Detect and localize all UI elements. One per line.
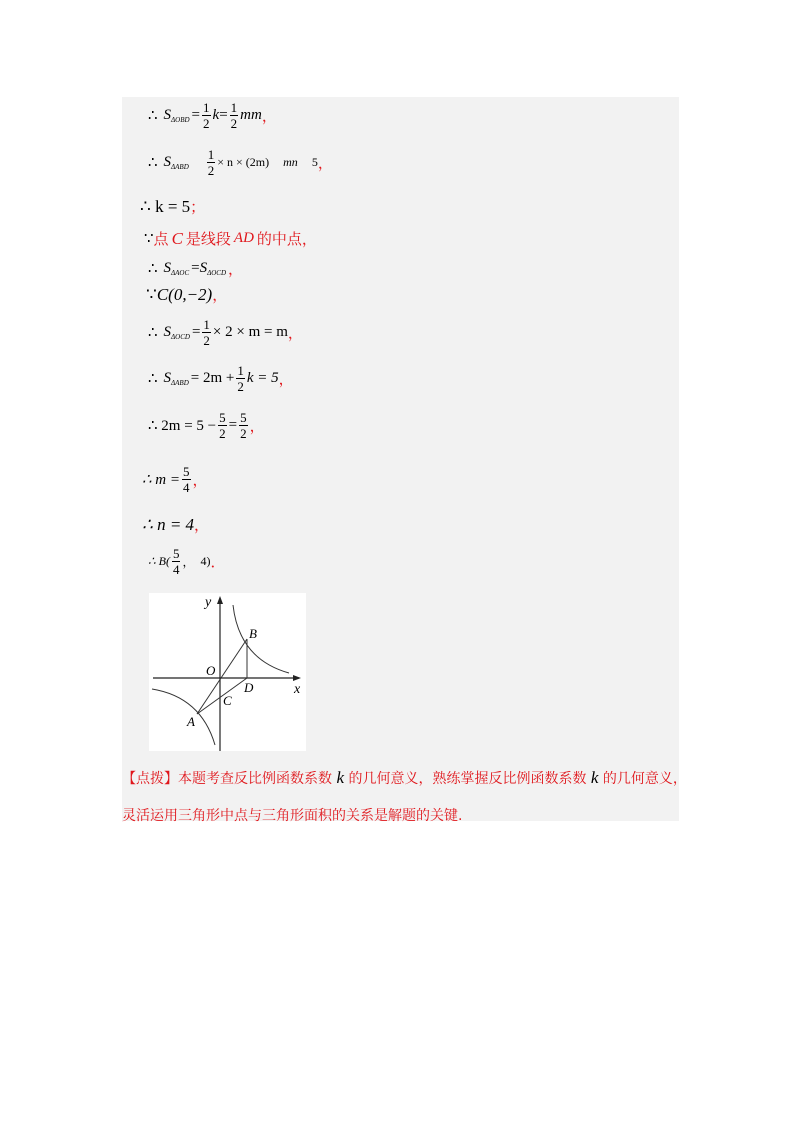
comma: ， [228, 260, 244, 278]
var-k: k [212, 107, 220, 123]
label-a: A [187, 714, 195, 729]
segment-ad [197, 678, 247, 714]
denominator: 2 [219, 426, 226, 441]
denominator: 2 [203, 333, 210, 348]
text-midpoint: 的中点， [256, 230, 317, 248]
numerator: 1 [207, 147, 215, 162]
equals: = [228, 417, 238, 433]
fraction [207, 148, 216, 177]
point-b-close: 4) [200, 554, 211, 568]
label-c: C [223, 693, 232, 708]
area-symbol: S [163, 260, 172, 276]
fraction [202, 318, 211, 347]
note-line-1 [122, 768, 687, 788]
comma: ， [287, 324, 303, 342]
label-o: O [206, 663, 216, 678]
therefore-symbol: ∴ [148, 371, 158, 387]
therefore-symbol: ∴ [148, 108, 158, 124]
fraction [218, 411, 227, 440]
denominator: 4 [183, 480, 190, 495]
label-d: D [244, 680, 254, 695]
numerator: 5 [172, 546, 180, 561]
eq-line-2 [148, 148, 333, 177]
fraction [230, 101, 239, 130]
n-equals-four: ∴ n = 4 [142, 514, 195, 534]
comma: ， [261, 107, 277, 125]
k-equals-five: ∴ k = 5 [140, 196, 191, 216]
note-text-1: 本题考查反比例函数系数 [178, 771, 332, 787]
comma: ， [249, 417, 265, 435]
eq-line-1 [148, 101, 277, 130]
comma: ， [192, 471, 208, 489]
numerator: 5 [183, 464, 190, 479]
eq-line-9 [148, 411, 265, 440]
eq-line-3 [140, 196, 205, 217]
fraction [182, 465, 191, 494]
text-segment: 是线段 [185, 230, 231, 248]
var-k: k [336, 768, 344, 787]
hyperbola-branch-2 [152, 689, 215, 745]
comma: ， [317, 154, 333, 172]
hyperbola-branch-1 [233, 605, 289, 673]
product-expression: × 2 × m = m [212, 324, 288, 340]
expression-left: = 2m + [190, 370, 235, 386]
comma: ， [212, 286, 228, 304]
denominator: 2 [203, 116, 210, 131]
eq-line-5 [148, 258, 243, 279]
area-subscript: ΔOCD [171, 332, 190, 341]
expression-left: ∴ 2m = 5 − [148, 418, 217, 434]
note-line-2 [122, 805, 679, 825]
expression-right: k = 5 [246, 370, 279, 386]
area-symbol: S [163, 154, 172, 170]
eq-line-10 [142, 465, 208, 494]
segment-ad: AD [233, 230, 254, 246]
note-text-4: 灵活运用三角形中点与三角形面积的关系是解题的关键. [122, 808, 463, 824]
denominator: 2 [237, 379, 244, 394]
denominator: 4 [172, 562, 180, 577]
because-symbol: ∵ [146, 284, 157, 304]
equals: = [191, 260, 200, 276]
therefore-symbol: ∴ [148, 155, 158, 171]
function-graph [149, 593, 306, 751]
area-subscript: ΔABD [171, 162, 189, 171]
period: ． [210, 553, 226, 571]
note-text-2: 的几何意义，熟练掌握反比例函数系数 [348, 771, 587, 787]
eq-line-12 [148, 547, 226, 576]
eq-line-11 [142, 514, 209, 535]
area-subscript: ΔAOC [171, 268, 190, 277]
area-subscript: ΔOCD [207, 268, 227, 277]
numerator: 5 [240, 410, 247, 425]
expression-left: ∴ m = [142, 472, 180, 488]
segment-ab [197, 639, 247, 714]
equals: = [219, 107, 228, 123]
label-b: B [249, 626, 257, 641]
eq-line-8 [148, 364, 294, 393]
note-tag: 【点拨】 [122, 771, 178, 787]
numerator: 1 [230, 100, 238, 115]
numerator: 1 [203, 100, 210, 115]
area-symbol: S [199, 260, 208, 276]
eq-line-4 [144, 228, 317, 249]
x-axis-label: x [294, 682, 301, 697]
var-k: k [590, 768, 599, 787]
area-subscript: ΔABD [171, 378, 189, 387]
point-b-open: ∴ B( [148, 554, 170, 568]
denominator: 2 [240, 426, 247, 441]
semicolon: ； [190, 198, 206, 216]
fraction [236, 364, 245, 393]
because-symbol: ∵ [144, 231, 154, 247]
comma: ， [182, 555, 195, 569]
area-symbol: S [163, 107, 172, 123]
area-symbol: S [163, 324, 172, 340]
fraction [202, 101, 211, 130]
graph-svg [149, 593, 306, 751]
numerator: 5 [219, 410, 226, 425]
denominator: 2 [230, 116, 238, 131]
fraction [239, 411, 248, 440]
product-expression: × n × (2m) [217, 155, 270, 169]
var-mm: mm [240, 107, 262, 123]
fraction [172, 547, 181, 576]
var-mn: mn [283, 155, 298, 169]
area-subscript: ΔOBD [171, 115, 190, 124]
numerator: 1 [237, 363, 244, 378]
point-c: C [171, 228, 183, 248]
value-five: 5 [311, 155, 318, 169]
denominator: 2 [207, 163, 215, 178]
therefore-symbol: ∴ [148, 325, 158, 341]
text-point: 点 [153, 230, 169, 248]
equals: = [191, 107, 201, 123]
y-axis-arrow [217, 596, 223, 604]
area-symbol: S [163, 370, 172, 386]
equals: = [191, 324, 201, 340]
point-c-coordinates: C(0,−2) [156, 284, 213, 304]
comma: ， [278, 370, 294, 388]
note-text-3: 的几何意义， [602, 771, 687, 787]
numerator: 1 [203, 317, 210, 332]
eq-line-6 [146, 284, 227, 305]
x-axis-arrow [293, 675, 301, 681]
y-axis-label: y [205, 595, 212, 610]
eq-line-7 [148, 318, 303, 347]
therefore-symbol: ∴ [148, 261, 158, 277]
comma: ， [194, 516, 210, 534]
